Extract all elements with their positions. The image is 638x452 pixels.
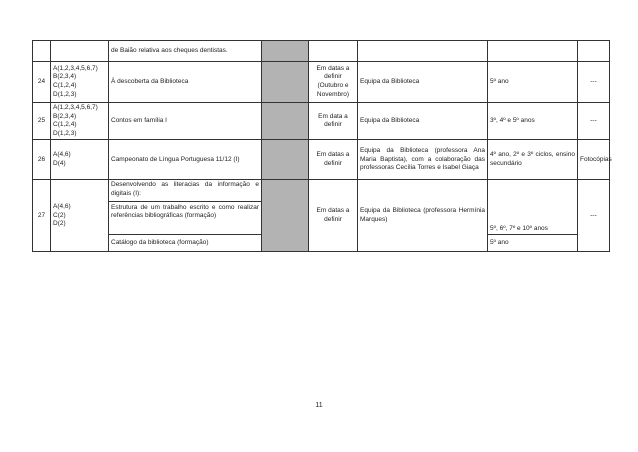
resources-cell: ---: [578, 62, 610, 103]
row-number: 24: [33, 62, 51, 103]
table-row: [33, 41, 610, 62]
gray-cell: [262, 103, 309, 140]
resources-cell: Fotocópias: [578, 140, 610, 180]
table-row: [33, 180, 610, 235]
codes-cell: A(1,2,3,4,5,6,7) B(2,3,4) C(1,2,4) D(1,2,3): [51, 103, 109, 140]
gray-cell: [262, 41, 309, 62]
target-cell: 4º ano, 2º e 3º ciclos, ensino secundário: [488, 140, 578, 180]
codes-cell: A(1,2,3,4,5,6,7) B(2,3,4) C(1,2,4) D(1,2,3): [51, 62, 109, 103]
gray-cell: [262, 180, 309, 252]
num-cell: [33, 41, 51, 62]
dates-cell: Em data a definir: [309, 103, 358, 140]
target-cell: 5º ano: [488, 235, 578, 252]
activity-cell: Contos em família I: [109, 103, 262, 140]
page-number: 11: [315, 402, 323, 409]
team-cell: Equipa da Biblioteca: [358, 103, 488, 140]
target-cell: 3º, 4º e 5º anos: [488, 103, 578, 140]
row-number: 25: [33, 103, 51, 140]
activities-table: [32, 40, 610, 252]
activity-subitem: Estrutura de um trabalho escrito e como realizar referências bibliográficas (formação): [109, 201, 261, 221]
dates-cell: Em datas a definir: [309, 180, 358, 252]
table-row: [33, 62, 610, 103]
activity-cell: Campeonato de Língua Portuguesa 11/12 (I): [109, 140, 262, 180]
dates-cell: Em datas a definir (Outubro e Novembro): [309, 62, 358, 103]
codes-cell: A(4,6) C(2) D(2): [51, 180, 109, 252]
team-cell: [358, 41, 488, 62]
codes-cell: A(4,6) D(4): [51, 140, 109, 180]
codes-cell: [51, 41, 109, 62]
team-cell: Equipa da Biblioteca (professora Ana Maria Baptista), com a colaboração das professoras Cecília Torres e Isabel Giaça: [358, 140, 488, 180]
row-number: 26: [33, 140, 51, 180]
target-cell: [488, 41, 578, 62]
resources-cell: ---: [578, 180, 610, 252]
activity-cell: À descoberta da Biblioteca: [109, 62, 262, 103]
activity-heading: Desenvolvendo as literacias da informação e digitais (I):: [111, 181, 259, 197]
activity-cell: [109, 180, 262, 235]
dates-cell: [309, 41, 358, 62]
activity-cell: Catálogo da biblioteca (formação): [109, 235, 262, 252]
target-cell: 5º, 6º, 7º e 10º anos: [488, 180, 578, 235]
dates-cell: Em datas a definir: [309, 140, 358, 180]
target-cell: 5º ano: [488, 62, 578, 103]
resources-cell: ---: [578, 103, 610, 140]
team-cell: Equipa da Biblioteca: [358, 62, 488, 103]
table-row: [33, 103, 610, 140]
team-cell: Equipa da Biblioteca (professora Hermínia Marques): [358, 180, 488, 252]
row-number: 27: [33, 180, 51, 252]
gray-cell: [262, 62, 309, 103]
activity-cell: de Baião relativa aos cheques dentistas.: [109, 41, 262, 62]
gray-cell: [262, 140, 309, 180]
table-row: [33, 140, 610, 180]
resources-cell: [578, 41, 610, 62]
